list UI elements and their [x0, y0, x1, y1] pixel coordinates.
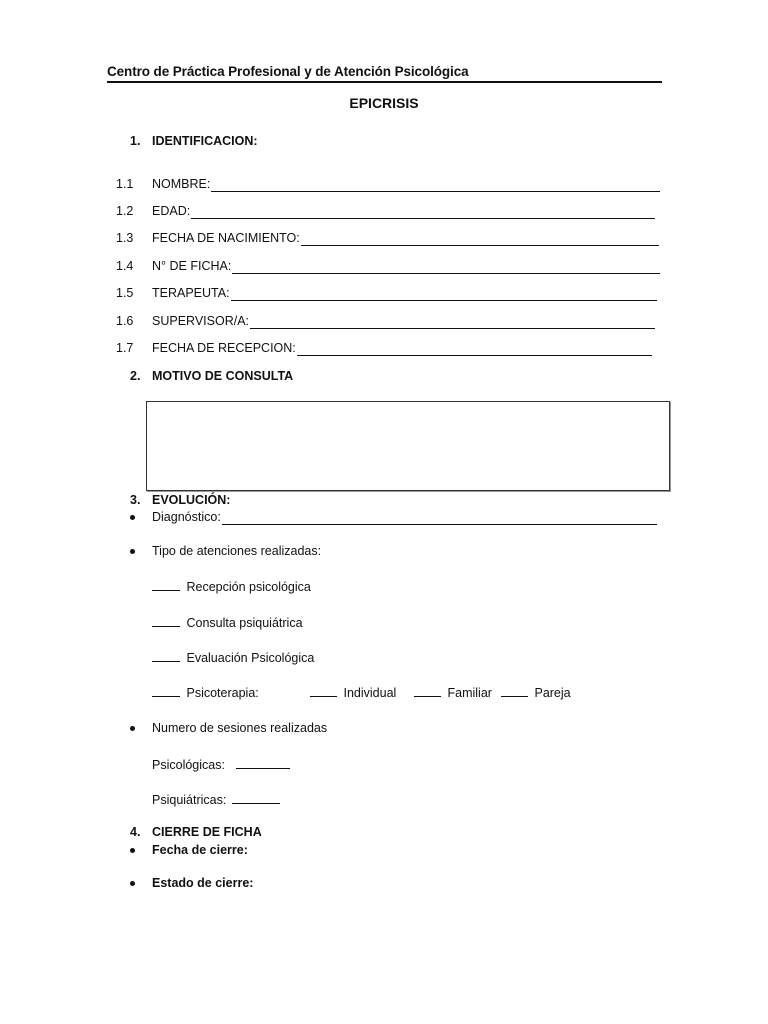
nombre-line[interactable]: [211, 179, 660, 192]
diagnostico-line[interactable]: [222, 512, 657, 525]
psicoterapia-blank[interactable]: [152, 684, 180, 697]
section-number-4: 4.: [130, 825, 141, 839]
bullet-icon: [130, 726, 135, 731]
psicologicas-blank[interactable]: [236, 756, 290, 769]
atencion-psicoterapia: [152, 684, 259, 701]
nombre-label: NOMBRE:: [152, 177, 211, 191]
numero-ficha-line[interactable]: [232, 261, 660, 274]
psicoterapia-familiar: [414, 684, 492, 701]
pareja-label: Pareja: [534, 686, 571, 700]
psiquiatricas-blank[interactable]: [232, 791, 280, 804]
fecha-nacimiento-line[interactable]: [301, 233, 659, 246]
diagnostico-field[interactable]: [152, 509, 657, 525]
fecha-recepcion-line[interactable]: [297, 343, 652, 356]
bullet-icon: [130, 848, 135, 853]
section-number-2: 2.: [130, 369, 141, 383]
sesiones-psiquiatricas: [152, 791, 280, 808]
institution-header: Centro de Práctica Profesional y de Atención Psicológica: [107, 64, 469, 79]
field-number-1-5: 1.5: [116, 286, 134, 300]
psiquiatricas-label: Psiquiátricas:: [152, 793, 227, 807]
header-divider: [107, 81, 662, 83]
supervisor-field[interactable]: [152, 313, 655, 329]
familiar-blank[interactable]: [414, 684, 441, 697]
fecha-recepcion-field[interactable]: [152, 340, 652, 356]
pareja-blank[interactable]: [501, 684, 528, 697]
section-title-evolucion: EVOLUCIÓN:: [152, 493, 231, 507]
section-number-1: 1.: [130, 134, 141, 148]
section-number-3: 3.: [130, 493, 141, 507]
supervisor-label: SUPERVISOR/A:: [152, 314, 250, 328]
terapeuta-line[interactable]: [231, 288, 657, 301]
fecha-cierre-label: Fecha de cierre:: [152, 843, 248, 857]
edad-label: EDAD:: [152, 204, 191, 218]
field-number-1-1: 1.1: [116, 177, 134, 191]
field-number-1-6: 1.6: [116, 314, 134, 328]
fecha-nacimiento-label: FECHA DE NACIMIENTO:: [152, 231, 300, 245]
numero-ficha-label: N° DE FICHA:: [152, 259, 232, 273]
field-number-1-2: 1.2: [116, 204, 134, 218]
psicoterapia-pareja: [501, 684, 571, 701]
atencion-evaluacion: [152, 649, 314, 666]
sesiones-psicologicas: [152, 756, 290, 773]
individual-label: Individual: [343, 686, 397, 700]
terapeuta-field[interactable]: [152, 285, 657, 301]
psicoterapia-individual: [310, 684, 396, 701]
edad-line[interactable]: [191, 206, 655, 219]
section-title-identificacion: IDENTIFICACION:: [152, 134, 258, 148]
atencion-recepcion-label: Recepción psicológica: [186, 580, 311, 594]
familiar-label: Familiar: [447, 686, 492, 700]
numero-ficha-field[interactable]: [152, 258, 660, 274]
section-title-cierre: CIERRE DE FICHA: [152, 825, 262, 839]
supervisor-line[interactable]: [250, 316, 655, 329]
fecha-recepcion-label: FECHA DE RECEPCION:: [152, 341, 296, 355]
psicologicas-label: Psicológicas:: [152, 758, 225, 772]
edad-field[interactable]: [152, 203, 655, 219]
diagnostico-label: Diagnóstico:: [152, 510, 221, 524]
estado-cierre-label: Estado de cierre:: [152, 876, 254, 890]
page-title: EPICRISIS: [349, 95, 419, 111]
atencion-consulta: [152, 614, 303, 631]
field-number-1-7: 1.7: [116, 341, 134, 355]
bullet-icon: [130, 515, 135, 520]
bullet-icon: [130, 549, 135, 554]
terapeuta-label: TERAPEUTA:: [152, 286, 230, 300]
individual-blank[interactable]: [310, 684, 337, 697]
atencion-recepcion-blank[interactable]: [152, 578, 180, 591]
atencion-consulta-label: Consulta psiquiátrica: [186, 616, 303, 630]
psicoterapia-label: Psicoterapia:: [186, 686, 259, 700]
atencion-evaluacion-label: Evaluación Psicológica: [186, 651, 315, 665]
field-number-1-4: 1.4: [116, 259, 134, 273]
field-number-1-3: 1.3: [116, 231, 134, 245]
nombre-field[interactable]: [152, 176, 660, 192]
motivo-consulta-box[interactable]: [146, 401, 670, 491]
bullet-icon: [130, 881, 135, 886]
section-title-motivo: MOTIVO DE CONSULTA: [152, 369, 294, 383]
atencion-consulta-blank[interactable]: [152, 614, 180, 627]
numero-sesiones-label: Numero de sesiones realizadas: [152, 721, 328, 735]
tipo-atenciones-label: Tipo de atenciones realizadas:: [152, 544, 322, 558]
atencion-recepcion: [152, 578, 311, 595]
atencion-evaluacion-blank[interactable]: [152, 649, 180, 662]
fecha-nacimiento-field[interactable]: [152, 230, 659, 246]
